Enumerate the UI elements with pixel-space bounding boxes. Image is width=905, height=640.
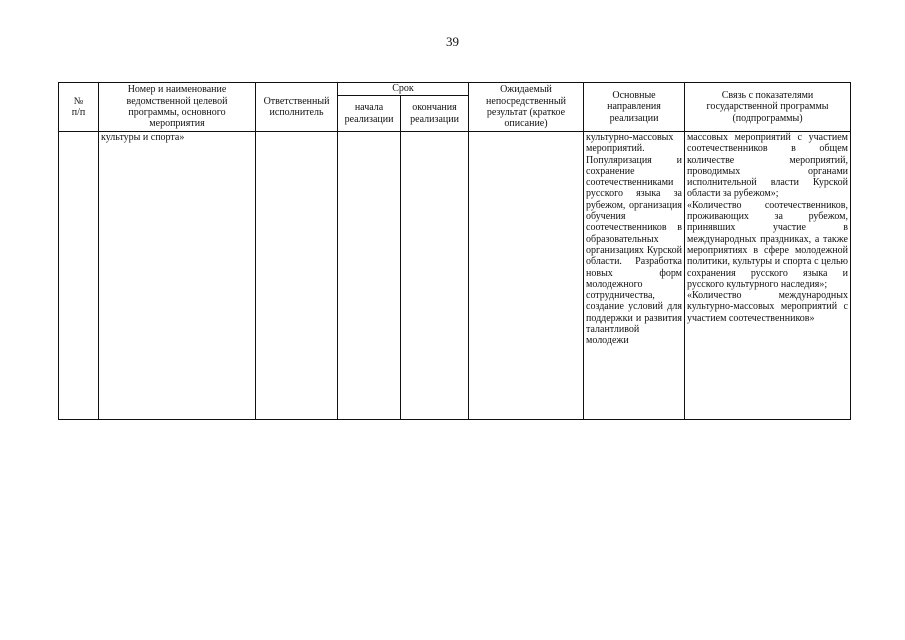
cell-term-start: [338, 132, 401, 420]
cell-expected: [469, 132, 584, 420]
header-expected: Ожидаемый непосредственный результат (краткое описание): [469, 83, 584, 132]
cell-term-end: [401, 132, 469, 420]
header-row-top: [59, 83, 851, 96]
header-term-end: окончания реализации: [401, 96, 469, 132]
header-executor: Ответственный исполнитель: [256, 83, 338, 132]
cell-directions: культурно-массовых мероприятий. Популяризация и сохранение соотечественниками русского языка за рубежом, организация обучения соотечественников в образовательных организациях Курской области. Разработка новых форм молодежного сотрудничества, создание условий для поддержки и развития талантливой молодежи: [584, 132, 685, 420]
header-term: Срок: [338, 83, 469, 96]
header-term-start: начала реализации: [338, 96, 401, 132]
header-link: Связь с показателями государственной программы (подпрограммы): [685, 83, 851, 132]
program-table: [58, 82, 851, 420]
header-program: Номер и наименование ведомственной целевой программы, основного мероприятия: [99, 83, 256, 132]
header-directions: Основные направления реализации: [584, 83, 685, 132]
cell-program: культуры и спорта»: [99, 132, 256, 420]
cell-executor: [256, 132, 338, 420]
table-row: [59, 132, 851, 420]
header-num: № п/п: [59, 83, 99, 132]
cell-num: [59, 132, 99, 420]
page-number: 39: [446, 34, 459, 49]
cell-link: массовых мероприятий с участием соотечественников в общем количестве мероприятий, проводимых органами исполнительной власти Курской области за рубежом»; «Количество соотечественников, проживающих за рубежом, принявших участие в международных праздниках, а также мероприятиях в сфере молодежной политики, культуры и спорта с целью сохранения русского языка и русского культурного наследия»; «Количество международных культурно-массовых мероприятий с участием соотечественников»: [685, 132, 851, 420]
